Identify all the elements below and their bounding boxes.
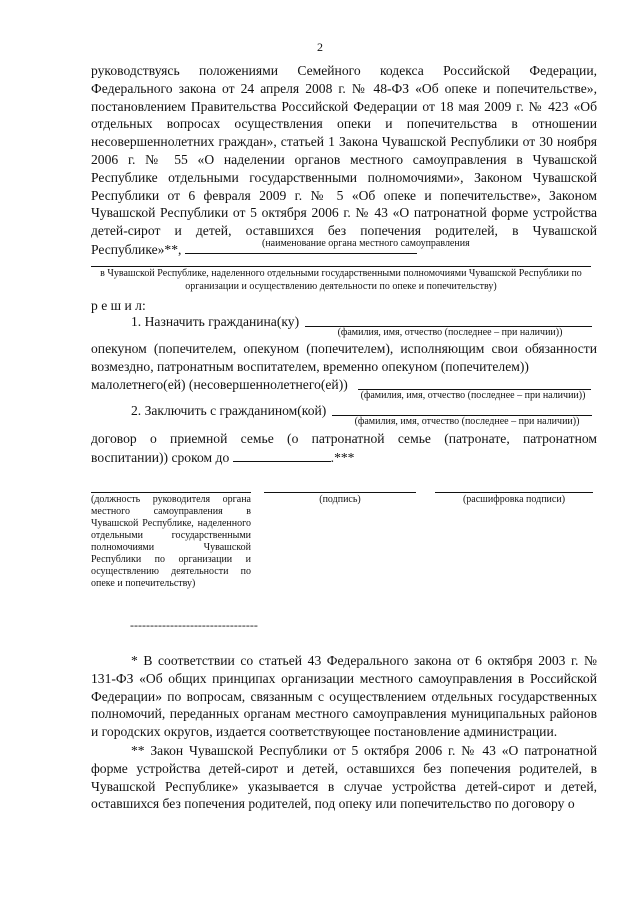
sig-signature-line[interactable] <box>264 492 416 493</box>
footnote-2: ** Закон Чувашской Республики от 5 октября 2006 г. № 43 «О патронатной форме устройства детей-сирот и детей, оставшихся без попечения родителей, в Чувашской Республике» указывается в случае устройства детей-сирот и детей, оставшихся без попечения родителей, под опеку или попечительство по договору о <box>91 743 597 812</box>
page-number: 2 <box>317 40 323 54</box>
caption-org-line2: в Чувашской Республике, наделенного отдельными государственными полномочиями Чувашской Республики по организации и осуществлению деятельности по опеке и попечительству) <box>100 268 582 292</box>
item2-body-text: договор о приемной семье (о патронатной семье (патронате, патронатном воспитании)) сроком до <box>91 431 597 465</box>
item1-minor-fio-caption: (фамилия, имя, отчество (последнее – при наличии)) <box>360 390 586 401</box>
item1-last: малолетнего(ей) (несовершеннолетнего(ей)) <box>91 377 348 392</box>
caption-org-line1: (наименование органа местного самоуправления <box>262 238 470 249</box>
item2-label: 2. Заключить с гражданином(кой) <box>131 403 327 418</box>
footnote-1: * В соответствии со статьей 43 Федерального закона от 6 октября 2003 г. № 131-ФЗ «Об общих принципах организации местного самоуправления в Российской Федерации» по вопросам, связанным с осуществлением отдельных государственных полномочий, переданных органам местного самоуправления муниципальных районов и городских округов, издается соответствующее постановление администрации. <box>91 653 597 740</box>
intro-paragraph <box>91 62 597 259</box>
item1-body: опекуном (попечителем, опекуном (попечителем), исполняющим свои обязанности возмездно, патронатным воспитателем, временно опекуном (попечителем)) <box>91 341 597 374</box>
intro-text: руководствуясь положениями Семейного кодекса Российской Федерации, Федерального закона от 24 апреля 2008 г. № 48-ФЗ «Об опеке и попечительстве», постановлением Правительства Российской Федерации от 18 мая 2009 г. № 423 «Об отдельных вопросах осуществления опеки и попечительства в отношении несовершеннолетних граждан», статьей 1 Закона Чувашской Республики от 30 ноября 2006 г. № 55 «О наделении органов местного самоуправления в Чувашской Республике отдельными государственными полномочиями», Законом Чувашской Республики от 6 февраля 2009 г. № 5 «Об опеке и попечительстве», Законом Чувашской Республики от 5 октября 2006 г. № 43 «О патронатной форме устройства детей-сирот и детей, оставшихся без попечения родителей, в Чувашской Республике»**, <box>91 63 597 257</box>
item1-fio-caption: (фамилия, имя, отчество (последнее – при наличии)) <box>337 327 563 338</box>
item2-term-field[interactable] <box>233 448 331 462</box>
item1-label: 1. Назначить гражданина(ку) <box>131 314 300 329</box>
footnote-separator: -------------------------------- <box>130 618 258 632</box>
item2-fio-caption: (фамилия, имя, отчество (последнее – при наличии)) <box>354 416 580 427</box>
sig-signature-caption: (подпись) <box>319 494 361 505</box>
item2-body <box>91 430 597 467</box>
sig-decode-line[interactable] <box>435 492 593 493</box>
resolved-word: р е ш и л: <box>91 298 146 313</box>
org-name-line2[interactable] <box>91 266 591 267</box>
item2-tail: .*** <box>330 449 355 465</box>
sig-decode-caption: (расшифровка подписи) <box>462 494 566 505</box>
sig-position-line[interactable] <box>91 492 251 493</box>
sig-position-caption: (должность руководителя органа местного самоуправления в Чувашской Республике, наделенного отдельными государственными полномочиями Чувашской Республики по организации и осуществлению деятельности по опеке и попечительству) <box>91 494 251 589</box>
